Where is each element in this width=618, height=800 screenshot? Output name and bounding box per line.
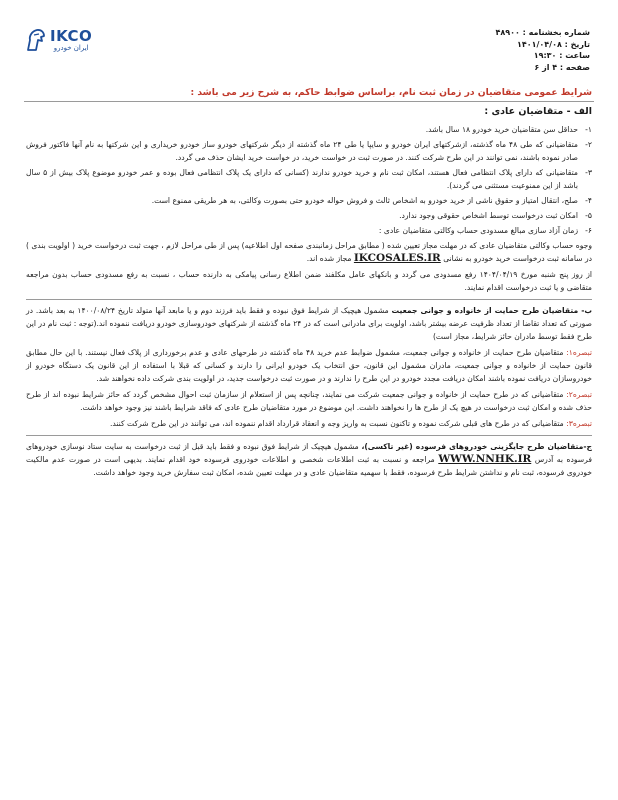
- page-title: شرایط عمومی متقاضیان در زمان ثبت نام، براساس ضوابط حاکم، به شرح زیر می باشد :: [190, 87, 592, 98]
- doc-date: تاریخ : ۱۴۰۱/۰۴/۰۸: [516, 39, 590, 49]
- section-b: [26, 304, 592, 343]
- section-c: ج-متقاضیان طرح جایگزینی خودروهای فرسوده (غیر تاکسی)، مشمول هیچیک از شرایط فوق نبوده و فقط باید قبل از ثبت درخواست به سایت ستاد نوسازی خودروهای فرسوده به آدرس WWW.NNHK.IR مراجعه و نسبت به ثبت اطلاعات شخصی و اطلاعات خودروی فرسوده خود اقدام نمایند. بدیهی است در صورت عدم مالکیت خودروی فرسوده، ثبت نام و نداشتن شرایط طرح فرسوده، فقط با سهمیه متقاضیان عادی و در مهلت تعیین شده، امکان ثبت سفارش خرید وجود خواهد داشت.: [26, 442, 592, 477]
- doc-time: ساعت : ۱۹:۳۰: [533, 51, 590, 60]
- ikcosales-link[interactable]: IKCOSALES.IR: [353, 252, 441, 264]
- title-divider: [24, 101, 594, 102]
- section-divider: [26, 299, 592, 300]
- section-b-heading: ب- متقاضیان طرح حمایت از خانواده و جوانی جمعیت: [391, 306, 592, 315]
- page-number: صفحه : ۴ از ۶: [534, 62, 590, 72]
- list-item: ۶- زمان آزاد سازی مبالغ مسدودی حساب وکالتی متقاضیان عادی :: [378, 226, 592, 235]
- list-item: ۲- متقاضیانی که طی ۴۸ ماه گذشته، ازشرکتهای ایران خودرو و سایپا یا طی ۲۴ ماه گذشته از دیگر شرکتهای خودرو ساز خودرو خریداری و این شرکتها به نام آنها فاکتور فروش صادر نموده باشند، نمی توانند در این طرح شرکت کنند. در صورت ثبت در خواست خرید، در خواست خرید ایشان حذف می گردد.: [26, 140, 592, 162]
- list-item: ۳- متقاضیانی که دارای پلاک انتظامی فعال هستند، امکان ثبت نام و خرید خودرو ندارند (کسانی که دارای یک پلاک انتظامی فعال بوده و عمر خودرو موضوع پلاک بیش از ۵ سال باشد از این ممنوعیت مستثنی می گردند).: [26, 168, 592, 190]
- ikco-logo: [24, 28, 92, 52]
- document-body: [26, 123, 592, 482]
- section-b-text: مشمول هیچیک از شرایط فوق نبوده و فقط باید فرزند دوم و یا مابعد آنها متولد تاریخ ۱۴۰۰/۰۸/۲۴ به بعد باشد. در صورتی که تعداد تقاضا از تعداد ظرفیت عرضه بیشتر باشد، اولویت برای مادرانی است که در ۲۴ ماه گذشته از شرکتهای خودروسازی خودرو دریافت ننموده اند.(توجه : ثبت نام در این طرح فقط توسط مادران حائز شرایط، مجاز است): [26, 306, 592, 341]
- horse-head-icon: [24, 28, 46, 52]
- note-label: تبصره۲:: [566, 390, 592, 399]
- list-item: ۴- صلح، انتقال امتیاز و حقوق ناشی از خرید خودرو به اشخاص ثالث و فروش حواله خودرو حتی بصورت وکالتی، به هر طریقی ممنوع است.: [151, 196, 592, 205]
- release-paragraph: وجوه حساب وکالتی متقاضیان عادی که در مهلت مجاز تعیین شده ( مطابق مراحل زمانبندی صفحه اول اطلاعیه) پس از طی مراحل لازم ، جهت ثبت درخواست خرید ( اولویت بندی ) در سامانه ثبت درخواست خرید خودرو به نشانی IKCOSALES.IR مجاز شده اند.: [25, 241, 592, 264]
- nnhk-link[interactable]: WWW.NNHK.IR: [438, 453, 532, 465]
- release-date-paragraph: از روز پنج شنبه مورخ ۱۴۰۴/۰۴/۱۹ رفع مسدودی می گردد و بانکهای عامل مکلفند ضمن اطلاع رسانی پیامکی به دارنده حساب ، نسبت به رفع مسدودی حساب بدون مراجعه متقاضی و یا ثبت درخواست اقدام نمایند.: [26, 270, 592, 292]
- note-label: تبصره۳:: [566, 419, 592, 428]
- document-meta: [495, 27, 590, 73]
- section-a-heading: الف - متقاضیان عادی :: [484, 106, 592, 117]
- note-item: تبصره۳: متقاضیانی که در طرح های قبلی شرکت نموده و تاکنون نسبت به واریز وجه و انعقاد قرارداد اقدام ننموده اند، می توانند در این طرح شرکت کنند.: [109, 419, 592, 428]
- section-c-heading: ج-متقاضیان طرح جایگزینی خودروهای فرسوده (غیر تاکسی)،: [361, 442, 592, 451]
- list-item: ۱- حداقل سن متقاضیان خرید خودرو ۱۸ سال باشد.: [425, 125, 592, 134]
- logo-wordmark: IKCO: [50, 26, 93, 45]
- logo-subtitle: ایران خودرو: [53, 43, 89, 52]
- note-label: تبصره۱:: [566, 348, 593, 357]
- list-item: ۵- امکان ثبت درخواست توسط اشخاص حقوقی وجود ندارد.: [399, 211, 592, 220]
- section-divider: [26, 435, 592, 436]
- note-item: تبصره۱: متقاضیان طرح حمایت از خانواده و جوانی جمعیت، مشمول ضوابط عدم خرید ۴۸ ماه گذشته در طرحهای عادی و عدم برخورداری از پلاک فعال نیستند. با این حال مطابق قانون حمایت از خانواده و جوانی جمعیت، مادران مشمول این قانون، حق انتخاب یک خودرو ایرانی را دارند و کسانی که قبلا با استفاده از این قانون یک دستگاه خودرو از خودروسازان دریافت نموده باشند امکان دریافت مجدد خودرو در این طرح را ندارند و در صورت ثبت درخواست جدید، در اولویت بندی شرکت داده نخواهند شد.: [26, 348, 593, 383]
- note-item: تبصره۲: متقاضیانی که در طرح حمایت از خانواده و جوانی جمعیت شرکت می نمایند، چنانچه پس از استعلام از سازمان ثبت احوال مشخص گردد که حائز شرایط نبوده اند از طرح حذف شده و امکان ثبت درخواست در هیچ یک از طرح ها را نخواهند داشت. این موضوع در مورد متقاضیان طرح عادی که فاقد شرایط باشند نیز وجود خواهد داشت.: [26, 390, 592, 412]
- doc-number: شماره بخشنامه : ۴۸۹۰۰: [495, 28, 590, 37]
